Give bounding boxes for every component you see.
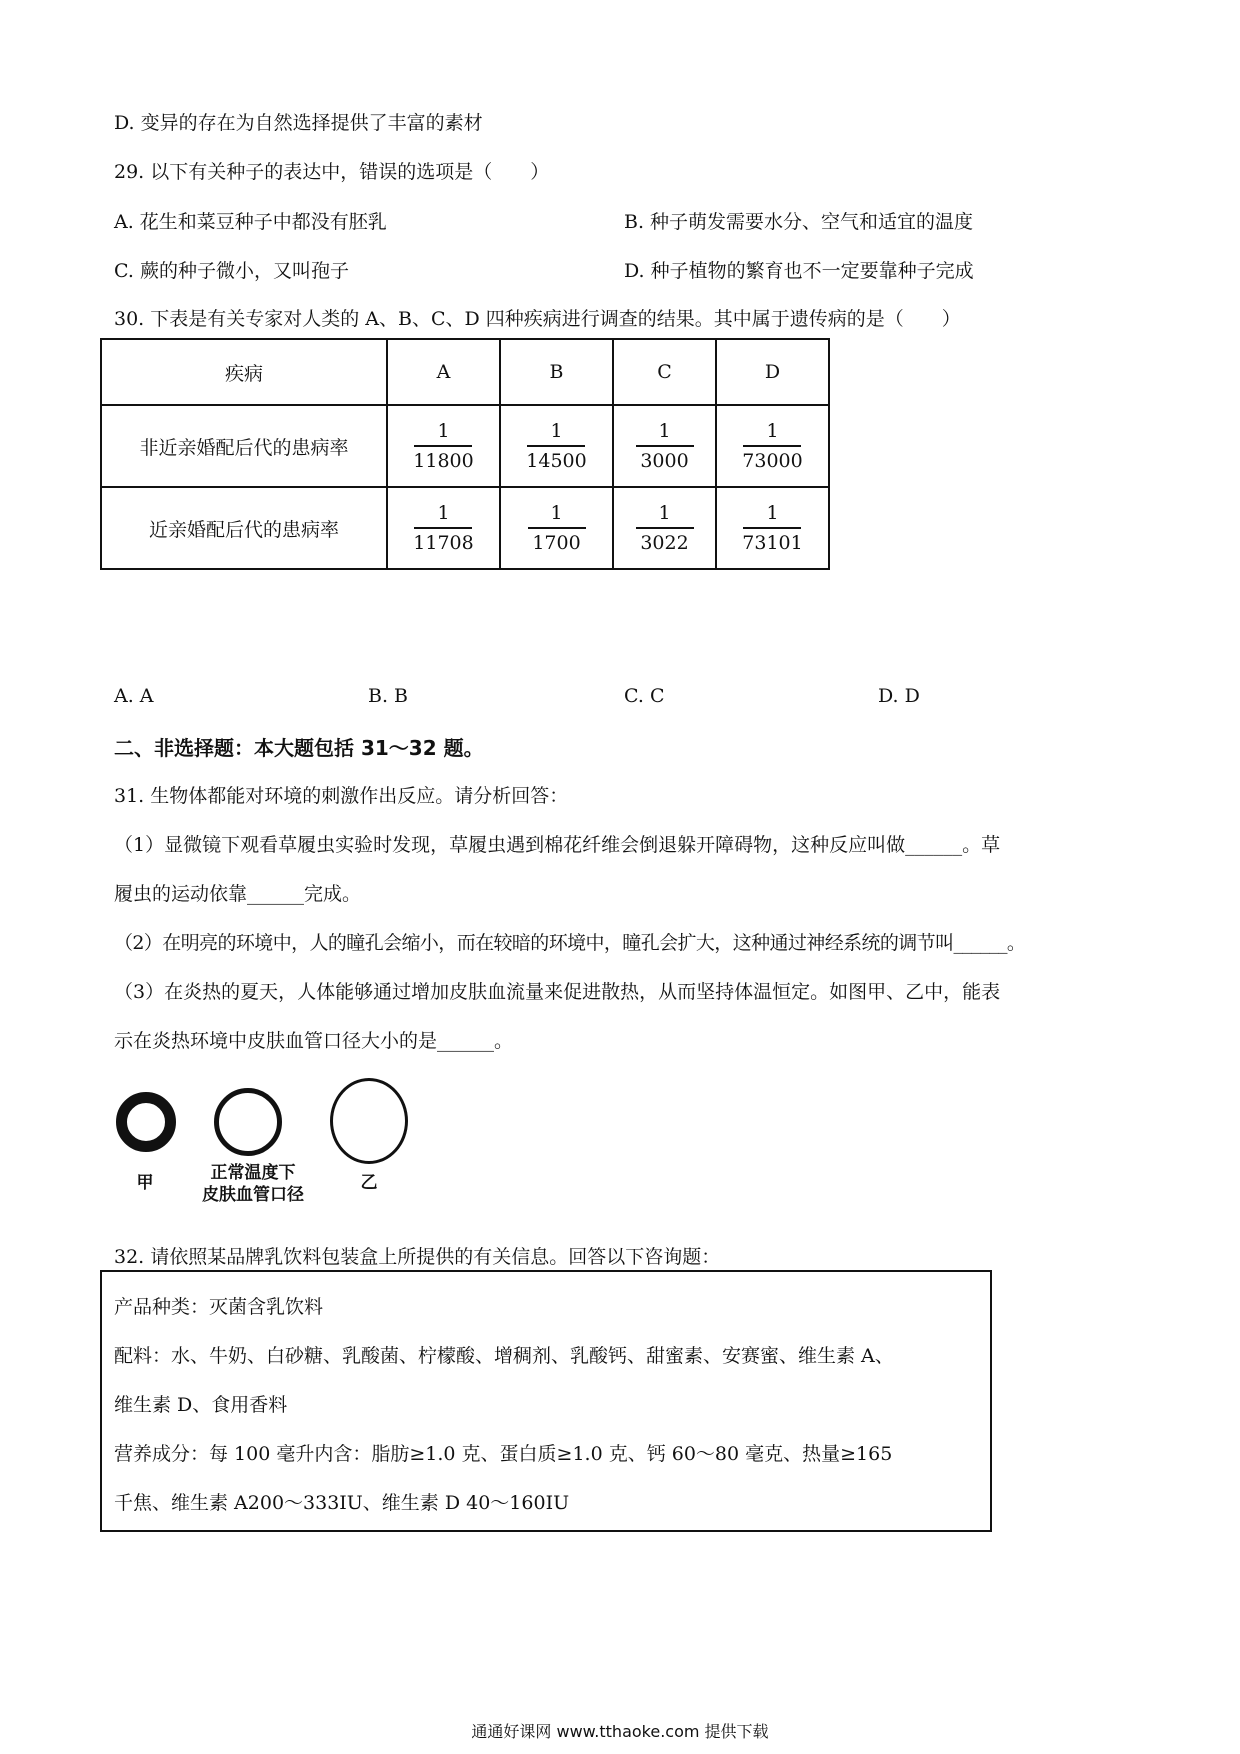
q29-option-d: D. 种子植物的繁育也不一定要靠种子完成 xyxy=(624,260,974,282)
q29-option-c: C. 蕨的种子微小，又叫孢子 xyxy=(114,260,349,282)
fraction-bar xyxy=(528,527,586,529)
label-yi: 乙 xyxy=(360,1173,378,1193)
label-normal-line1: 正常温度下 xyxy=(210,1163,296,1183)
q31-part3-line2: 示在炎热环境中皮肤血管口径大小的是______。 xyxy=(114,1030,514,1052)
fraction-bar xyxy=(527,445,585,447)
fraction-bar xyxy=(636,445,694,447)
fraction-denominator: 3000 xyxy=(640,450,689,472)
fraction-numerator: 1 xyxy=(437,420,450,442)
page-footer: 通通好课网 www.tthaoke.com 提供下载 xyxy=(471,1722,769,1741)
q31-part1-line2: 履虫的运动依靠______完成。 xyxy=(114,883,362,905)
vessel-normal-circle xyxy=(214,1088,282,1156)
disease-survey-table xyxy=(100,338,830,570)
fraction-denominator: 1700 xyxy=(532,532,581,554)
fraction-bar xyxy=(636,527,694,529)
q31-part3-line1: （3）在炎热的夏天，人体能够通过增加皮肤血流量来促进散热，从而坚持体温恒定。如图甲、乙中，能表 xyxy=(114,981,1001,1003)
label-jia: 甲 xyxy=(136,1173,154,1193)
fraction-numerator: 1 xyxy=(658,502,671,524)
q29-option-a: A. 花生和菜豆种子中都没有胚乳 xyxy=(114,211,387,233)
section-title: 二、非选择题：本大题包括 31～32 题。 xyxy=(114,736,484,760)
info-nutrition-line2: 千焦、维生素 A200～333IU、维生素 D 40～160IU xyxy=(114,1492,570,1514)
table-cell xyxy=(716,487,829,569)
table-row xyxy=(101,405,829,487)
vessel-yi-circle xyxy=(330,1078,408,1164)
q30-option-a: A. A xyxy=(114,685,154,707)
fraction-numerator: 1 xyxy=(550,502,563,524)
info-product-type: 产品种类：灭菌含乳饮料 xyxy=(114,1296,324,1318)
row-label: 近亲婚配后代的患病率 xyxy=(101,487,387,569)
table-cell xyxy=(387,487,500,569)
info-ingredients-line1: 配料：水、牛奶、白砂糖、乳酸菌、柠檬酸、增稠剂、乳酸钙、甜蜜素、安赛蜜、维生素 A、 xyxy=(114,1345,894,1367)
product-info-box xyxy=(100,1270,992,1532)
info-ingredients-line2: 维生素 D、食用香料 xyxy=(114,1394,288,1416)
table-cell xyxy=(500,487,613,569)
table-header-a: A xyxy=(387,339,500,405)
table-header-c: C xyxy=(613,339,716,405)
q31-stem: 31. 生物体都能对环境的刺激作出反应。请分析回答： xyxy=(114,785,569,807)
q30-option-b: B. B xyxy=(368,685,409,707)
q32-stem: 32. 请依照某品牌乳饮料包装盒上所提供的有关信息。回答以下咨询题： xyxy=(114,1246,721,1268)
fraction-numerator: 1 xyxy=(766,420,779,442)
table-cell xyxy=(500,405,613,487)
fraction-denominator: 73101 xyxy=(742,532,803,554)
q31-part2: （2）在明亮的环境中，人的瞳孔会缩小，而在较暗的环境中，瞳孔会扩大，这种通过神经系统的调节叫______。 xyxy=(114,932,1026,954)
q31-part1-line1: （1）显微镜下观看草履虫实验时发现，草履虫遇到棉花纤维会倒退躲开障碍物，这种反应叫做______。草 xyxy=(114,834,1001,856)
q30-option-d: D. D xyxy=(878,685,920,707)
label-normal-line2: 皮肤血管口径 xyxy=(202,1185,304,1205)
fraction-numerator: 1 xyxy=(766,502,779,524)
table-cell xyxy=(716,405,829,487)
fraction-denominator: 11708 xyxy=(413,532,474,554)
fraction-bar xyxy=(743,445,801,447)
fraction-numerator: 1 xyxy=(658,420,671,442)
fraction-numerator: 1 xyxy=(550,420,563,442)
q29-option-b: B. 种子萌发需要水分、空气和适宜的温度 xyxy=(624,211,974,233)
table-header-b: B xyxy=(500,339,613,405)
q28-option-d: D. 变异的存在为自然选择提供了丰富的素材 xyxy=(114,112,483,134)
vessel-jia-circle xyxy=(116,1092,176,1152)
q29-stem: 29. 以下有关种子的表达中，错误的选项是（ ） xyxy=(114,161,550,183)
table-header-disease: 疾病 xyxy=(101,339,387,405)
fraction-numerator: 1 xyxy=(437,502,450,524)
fraction-denominator: 11800 xyxy=(413,450,474,472)
fraction-denominator: 73000 xyxy=(742,450,803,472)
q30-option-c: C. C xyxy=(624,685,665,707)
table-cell xyxy=(387,405,500,487)
table-header-d: D xyxy=(716,339,829,405)
table-row xyxy=(101,487,829,569)
table-cell xyxy=(613,405,716,487)
fraction-bar xyxy=(414,527,472,529)
row-label: 非近亲婚配后代的患病率 xyxy=(101,405,387,487)
table-cell xyxy=(613,487,716,569)
info-nutrition-line1: 营养成分：每 100 毫升内含：脂肪≥1.0 克、蛋白质≥1.0 克、钙 60～80 毫克、热量≥165 xyxy=(114,1443,893,1465)
q30-stem: 30. 下表是有关专家对人类的 A、B、C、D 四种疾病进行调查的结果。其中属于遗传病的是（ ） xyxy=(114,308,961,330)
fraction-bar xyxy=(414,445,472,447)
fraction-denominator: 14500 xyxy=(526,450,587,472)
fraction-bar xyxy=(743,527,801,529)
fraction-denominator: 3022 xyxy=(640,532,689,554)
